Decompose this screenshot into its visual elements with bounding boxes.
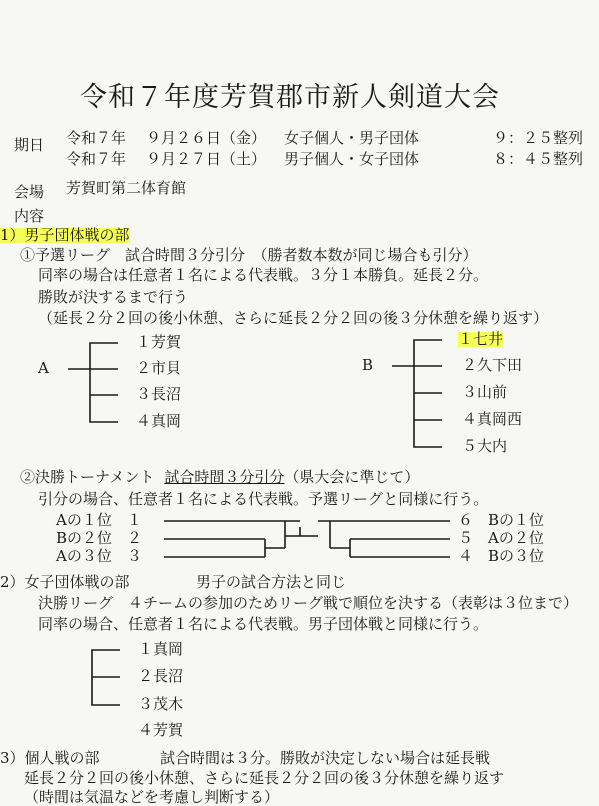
schedule-events-2: 男子個人・女子団体	[284, 150, 420, 168]
bracket-right-entry: ６ Bの１位	[458, 511, 545, 529]
section2-line-2: 決勝リーグ ４チームの参加のためリーグ戦で順位を決する（表彰は３位まで）	[38, 594, 579, 612]
section1-heading: 1）男子団体戦の部	[0, 226, 130, 244]
group-a-team: ４真岡	[136, 412, 182, 430]
group-a-team: ３長沼	[136, 385, 182, 403]
bracket-left-entry: Aの３位 ３	[56, 547, 142, 565]
league-title: ①予選リーグ 試合時間３分引分 （勝者数本数が同じ場合も引分）	[20, 246, 478, 264]
section3-line-2: 延長２分２回の後小休憩、さらに延長２分２回の後３分休憩を繰り返す	[24, 769, 505, 787]
tournament-prefix: ②決勝トーナメント	[20, 468, 155, 486]
schedule-era-2: 令和７年	[66, 150, 127, 168]
schedule-date-2: ９月２７日（土）	[146, 150, 267, 168]
group-a-team: ２市貝	[136, 359, 182, 377]
group-a-label: A	[38, 359, 49, 377]
women-team: ３茂木	[138, 695, 184, 713]
group-b-label: B	[362, 356, 374, 374]
bracket-left-entry: Aの１位 １	[56, 511, 142, 529]
women-team: ４芳賀	[138, 721, 184, 739]
section2-heading: 2）女子団体戦の部	[0, 573, 130, 591]
schedule-events-1: 女子個人・男子団体	[284, 129, 420, 147]
group-b-team: ５大内	[462, 437, 508, 455]
league-line-3: 勝敗が決するまで行う	[38, 288, 189, 306]
tournament-suffix: （県大会に準じて）	[284, 468, 420, 486]
league-line-4: （延長２分２回の後小休憩、さらに延長２分２回の後３分休憩を繰り返す）	[38, 309, 549, 327]
group-b-team: ４真岡西	[462, 410, 523, 428]
tournament-line-2: 引分の場合、任意者１名による代表戦。予選リーグと同様に行う。	[38, 490, 489, 508]
group-b-team: ３山前	[462, 383, 508, 401]
section3-heading: 3）個人戦の部	[0, 749, 100, 767]
bracket-left-entry: Bの２位 ２	[56, 529, 143, 547]
group-b-team: １七井	[458, 330, 504, 348]
schedule-time-1: ９：２５整列	[493, 129, 584, 147]
venue-label: 会場	[14, 183, 45, 201]
group-b-team: ２久下田	[462, 356, 523, 374]
section2-line-3: 同率の場合、任意者１名による代表戦。男子団体戦と同様に行う。	[38, 615, 489, 633]
bracket-right-entry: ４ Bの３位	[458, 547, 545, 565]
women-team: １真岡	[138, 640, 184, 658]
bracket-right-entry: ５ Aの２位	[458, 529, 544, 547]
tournament-title	[20, 470, 419, 485]
schedule-time-2: ８：４５整列	[493, 150, 584, 168]
venue-value: 芳賀町第二体育館	[66, 179, 187, 197]
tournament-time: 試合時間３分引分	[164, 468, 285, 486]
schedule-label: 期日	[14, 136, 45, 154]
group-a-team: １芳賀	[136, 333, 182, 351]
schedule-era-1: 令和７年	[66, 129, 127, 147]
league-line-2: 同率の場合は任意者１名による代表戦。３分１本勝負。延長２分。	[38, 266, 489, 284]
page-title: 令和７年度芳賀郡市新人剣道大会	[80, 82, 500, 113]
section2-note: 男子の試合方法と同じ	[196, 573, 347, 591]
schedule-date-1: ９月２６日（金）	[146, 129, 267, 147]
section3-rule: 試合時間は３分。勝敗が決定しない場合は延長戦	[160, 749, 491, 767]
section3-line-3: （時間は気温などを考慮し判断する）	[24, 788, 280, 806]
content-label: 内容	[14, 207, 45, 225]
women-team: ２長沼	[138, 667, 184, 685]
